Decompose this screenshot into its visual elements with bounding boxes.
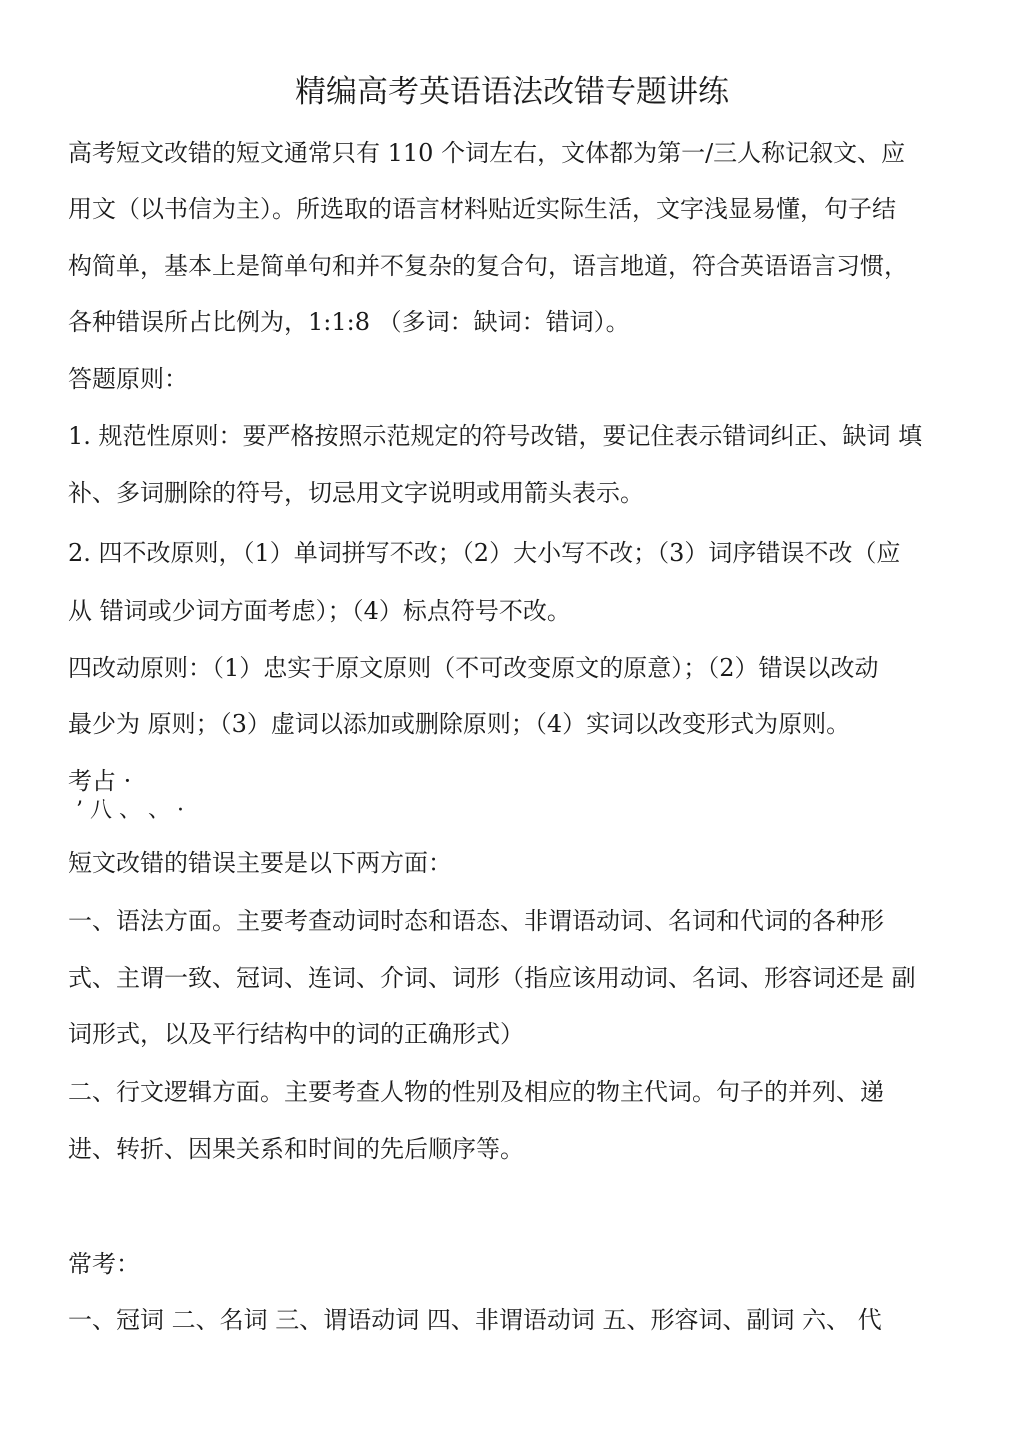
principles-heading: 答题原则： bbox=[68, 365, 188, 393]
aspect-1-line-2: 式、主谓一致、冠词、连词、介词、词形（指应该用动词、名词、形容词还是 副 bbox=[68, 964, 916, 992]
aspect-1-line-1: 一、语法方面。主要考查动词时态和语态、非谓语动词、名词和代词的各种形 bbox=[68, 907, 884, 935]
intro-line-4: 各种错误所占比例为，1:1:8 （多词：缺词：错词）。 bbox=[68, 308, 630, 336]
principle-1-line-2: 补、多词删除的符号，切忌用文字说明或用箭头表示。 bbox=[68, 479, 644, 507]
intro-line-2: 用文（以书信为主）。所选取的语言材料贴近实际生活，文字浅显易懂，句子结 bbox=[68, 195, 896, 223]
principle-3-line-2: 最少为 原则；（3）虚词以添加或删除原则；（4）实词以改变形式为原则。 bbox=[68, 710, 851, 738]
intro-line-1: 高考短文改错的短文通常只有 110 个词左右，文体都为第一/三人称记叙文、应 bbox=[68, 139, 906, 167]
principle-3-line-1: 四改动原则：（1）忠实于原文原则（不可改变原文的原意）；（2）错误以改动 bbox=[68, 654, 879, 682]
principle-1-line-1: 1. 规范性原则：要严格按照示范规定的符号改错，要记住表示错词纠正、缺词 填 bbox=[68, 422, 923, 450]
errors-intro: 短文改错的错误主要是以下两方面： bbox=[68, 849, 452, 877]
kaodian-line-1: 考占 · bbox=[68, 767, 132, 795]
intro-line-3: 构简单，基本上是简单句和并不复杂的复合句，语言地道，符合英语语言习惯， bbox=[68, 252, 908, 280]
principle-2-line-1: 2. 四不改原则，（1）单词拼写不改；（2）大小写不改；（3）词序错误不改（应 bbox=[68, 539, 901, 567]
common-heading: 常考： bbox=[68, 1250, 140, 1278]
common-list: 一、冠词 二、名词 三、谓语动词 四、非谓语动词 五、形容词、副词 六、 代 bbox=[68, 1306, 882, 1334]
aspect-2-line-1: 二、行文逻辑方面。主要考查人物的性别及相应的物主代词。句子的并列、递 bbox=[68, 1078, 884, 1106]
kaodian-line-2: ’ 八 、 、 · bbox=[76, 798, 184, 823]
aspect-1-line-3: 词形式，以及平行结构中的词的正确形式） bbox=[68, 1020, 524, 1048]
aspect-2-line-2: 进、转折、因果关系和时间的先后顺序等。 bbox=[68, 1135, 524, 1163]
document-title: 精编高考英语语法改错专题讲练 bbox=[295, 74, 729, 110]
principle-2-line-2: 从 错词或少词方面考虑）；（4）标点符号不改。 bbox=[68, 597, 571, 625]
